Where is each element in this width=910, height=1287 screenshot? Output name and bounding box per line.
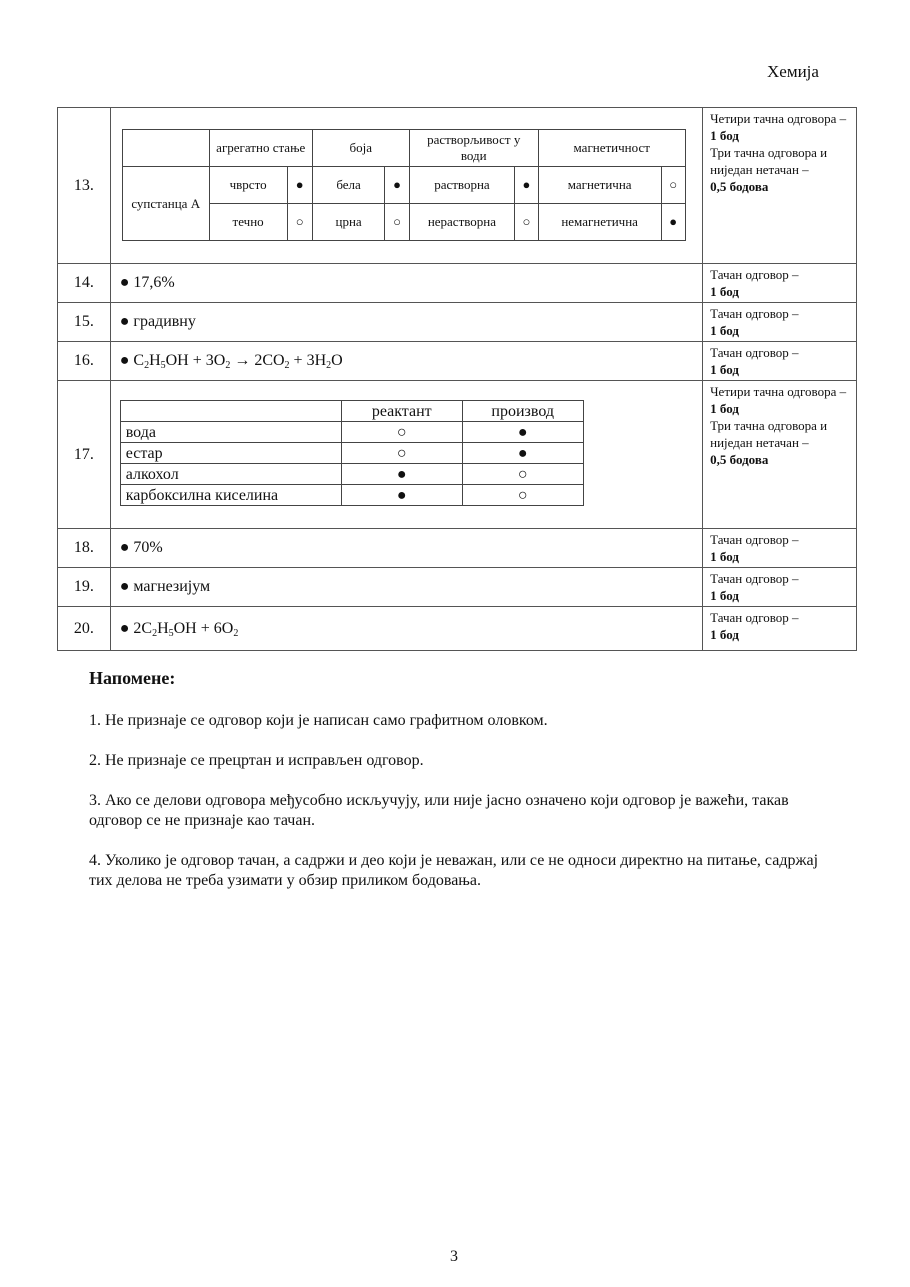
- row-label: вода: [120, 422, 341, 443]
- substance-properties-table: [122, 129, 686, 241]
- score-cell: Четири тачна одговора – 1 бод Три тачна одговора и ниједан нетачан – 0,5 бодова: [703, 108, 857, 264]
- answer-mark: ○: [287, 204, 312, 241]
- col-header: растворљивост у води: [409, 130, 538, 167]
- score-cell: Тачан одговор – 1 бод: [703, 529, 857, 568]
- option-label: бела: [312, 167, 385, 204]
- answer-mark: ●: [341, 485, 462, 506]
- answer-text: ● 17,6%: [110, 264, 702, 303]
- answer-mark: ○: [661, 167, 685, 204]
- row-label: карбоксилна киселина: [120, 485, 341, 506]
- question-number: 14.: [58, 264, 111, 303]
- answer-mark: ●: [341, 464, 462, 485]
- note-item: 4. Уколико је одговор тачан, а садржи и део који је неважан, или се не односи директно на питање, садржај тих делова не треба узимати у обзир приликом бодовања.: [89, 852, 819, 889]
- question-number: 19.: [58, 568, 111, 607]
- option-label: нерастворна: [409, 204, 514, 241]
- score-cell: Тачан одговор – 1 бод: [703, 568, 857, 607]
- answer-mark: ●: [661, 204, 685, 241]
- table-row: [58, 342, 857, 381]
- option-label: магнетична: [538, 167, 661, 204]
- col-header: реактант: [341, 401, 462, 422]
- answer-mark: ○: [385, 204, 409, 241]
- option-label: немагнетична: [538, 204, 661, 241]
- question-number: 13.: [58, 108, 111, 264]
- table-row: [58, 381, 857, 529]
- note-item: 2. Не признаје се прецртан и исправљен одговор.: [89, 752, 424, 769]
- notes-title: Напомене:: [89, 668, 176, 688]
- answer-text: ● градивну: [110, 303, 702, 342]
- note-item: 3. Ако се делови одговора међусобно искључују, или није јасно означено који одговор је важећи, такав одговор се не признаје као тачан.: [89, 792, 789, 829]
- table-row: [58, 529, 857, 568]
- question-number: 15.: [58, 303, 111, 342]
- notes-section: [89, 668, 829, 911]
- answer-equation: ● $2C_2H_5OH + 6O_2$: [110, 607, 702, 651]
- score-cell: Тачан одговор – 1 бод: [703, 303, 857, 342]
- col-header: боја: [312, 130, 409, 167]
- answer-mark: ○: [341, 443, 462, 464]
- answer-mark: ○: [462, 464, 583, 485]
- table-row: [58, 607, 857, 651]
- score-cell: Тачан одговор – 1 бод: [703, 607, 857, 651]
- reactant-product-table: [120, 400, 584, 506]
- answer-mark: ○: [462, 485, 583, 506]
- score-cell: Тачан одговор – 1 бод: [703, 264, 857, 303]
- answer-mark: ●: [515, 167, 539, 204]
- answer-mark: ●: [462, 443, 583, 464]
- option-label: црна: [312, 204, 385, 241]
- row-label: естар: [120, 443, 341, 464]
- row-label: алкохол: [120, 464, 341, 485]
- table-row: [58, 264, 857, 303]
- answer-mark: ●: [462, 422, 583, 443]
- table-row: [58, 568, 857, 607]
- page-number: 3: [450, 1248, 458, 1265]
- option-label: течно: [209, 204, 287, 241]
- answer-mark: ●: [287, 167, 312, 204]
- answer-key-table: [57, 107, 857, 651]
- question-number: 17.: [58, 381, 111, 529]
- answer-mark: ○: [341, 422, 462, 443]
- question-number: 16.: [58, 342, 111, 381]
- table-row: [58, 108, 857, 264]
- col-header: производ: [462, 401, 583, 422]
- answer-cell: [110, 381, 702, 529]
- note-item: 1. Не признаје се одговор који је написан само графитном оловком.: [89, 712, 548, 729]
- answer-text: ● 70%: [110, 529, 702, 568]
- question-number: 18.: [58, 529, 111, 568]
- answer-cell: [110, 108, 702, 264]
- option-label: чврсто: [209, 167, 287, 204]
- answer-mark: ●: [385, 167, 409, 204]
- col-header: магнетичност: [538, 130, 685, 167]
- score-cell: Тачан одговор – 1 бод: [703, 342, 857, 381]
- subject-header: Хемија: [767, 62, 819, 81]
- answer-text: ● магнезијум: [110, 568, 702, 607]
- question-number: 20.: [58, 607, 111, 651]
- col-header: агрегатно стање: [209, 130, 312, 167]
- option-label: растворна: [409, 167, 514, 204]
- answer-equation: ● $C_2H_5OH + 3O_2 \to 2CO_2 + 3H_2O$: [110, 342, 702, 381]
- table-row: [58, 303, 857, 342]
- answer-mark: ○: [515, 204, 539, 241]
- row-label: супстанца А: [122, 167, 209, 241]
- score-cell: Четири тачна одговора – 1 бод Три тачна одговора и ниједан нетачан – 0,5 бодова: [703, 381, 857, 529]
